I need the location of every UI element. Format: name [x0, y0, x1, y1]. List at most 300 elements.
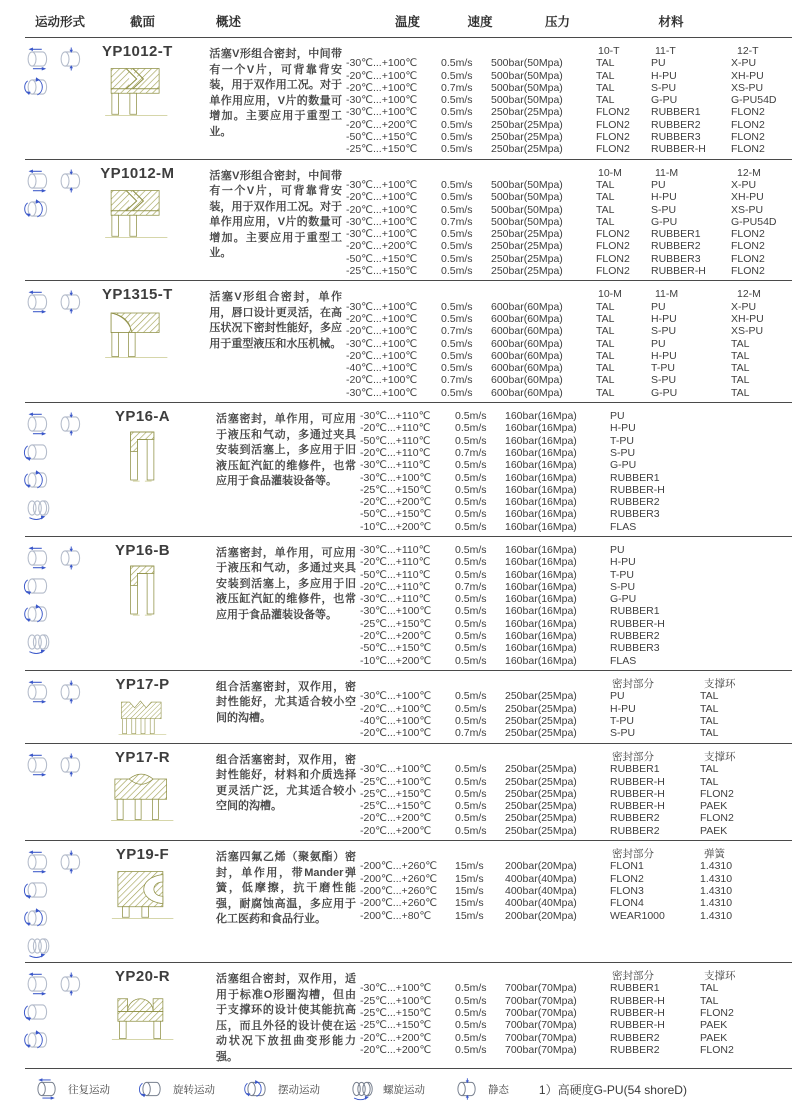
- material-value: T-PU: [610, 434, 634, 447]
- motion-icons: [25, 285, 91, 399]
- product-section: [25, 160, 792, 282]
- pressure-value: 160bar(16Mpa): [505, 410, 577, 423]
- spec-table: [346, 42, 792, 156]
- spec-row: [346, 362, 792, 374]
- product-description: 活塞V形组合密封，中间带有一个V片，可背靠背安装，用于双作用工况。对于单作用应用，V片的数量可增加。主要应用于重型工业。: [209, 169, 342, 260]
- spec-row: [346, 338, 792, 350]
- speed-value: 0.5m/s: [455, 824, 487, 837]
- temperature-value: -200℃...+260℃: [360, 860, 438, 873]
- temperature-value: -20℃...+100℃: [360, 702, 432, 715]
- material-value: RUBBER3: [610, 642, 660, 655]
- material-value: RUBBER1: [651, 228, 701, 241]
- spiral-motion-icon: [350, 1078, 378, 1100]
- spec-row: [360, 508, 792, 520]
- table-header: [25, 12, 792, 38]
- pressure-value: 700bar(70Mpa): [505, 1043, 577, 1056]
- spec-row: [360, 703, 792, 715]
- col-header-material: 材料: [658, 15, 684, 29]
- material-value: PU: [610, 543, 625, 556]
- motion-icons: [25, 675, 95, 740]
- speed-value: 0.5m/s: [441, 240, 473, 253]
- reciprocating-motion-icon: [25, 169, 58, 194]
- spiral-motion-icon: [25, 496, 87, 521]
- material-value: H-PU: [610, 556, 636, 569]
- temperature-value: -10℃...+200℃: [360, 654, 432, 667]
- pressure-value: 160bar(16Mpa): [505, 520, 577, 533]
- legend-item-rotary: [140, 1078, 215, 1100]
- speed-value: 0.5m/s: [455, 982, 487, 995]
- material-value: PU: [610, 690, 625, 703]
- material-value: FLON2: [596, 106, 630, 119]
- speed-value: 0.5m/s: [441, 386, 473, 399]
- speed-value: 0.5m/s: [455, 1031, 487, 1044]
- material-value: TAL: [700, 982, 719, 995]
- pressure-value: 600bar(60Mpa): [491, 300, 563, 313]
- temperature-value: -30℃...+100℃: [360, 605, 432, 618]
- material-value: TAL: [700, 690, 719, 703]
- speed-value: 0.5m/s: [441, 131, 473, 144]
- material-value: RUBBER2: [610, 496, 660, 509]
- pressure-value: 250bar(25Mpa): [491, 106, 563, 119]
- speed-value: 0.7m/s: [441, 325, 473, 338]
- swing-motion-icon: [25, 1028, 87, 1053]
- cross-section-drawing: [95, 864, 190, 924]
- spec-row: [346, 265, 792, 277]
- spec-row: [346, 253, 792, 265]
- temperature-value: -30℃...+100℃: [360, 690, 432, 703]
- pressure-value: 700bar(70Mpa): [505, 994, 577, 1007]
- cross-section-drawing: [95, 694, 190, 740]
- temperature-value: -50℃...+150℃: [360, 642, 432, 655]
- spec-row: [346, 191, 792, 203]
- pressure-value: 250bar(25Mpa): [491, 252, 563, 265]
- pressure-value: 160bar(16Mpa): [505, 508, 577, 521]
- material-value: TAL: [596, 362, 615, 375]
- pressure-value: 600bar(60Mpa): [491, 374, 563, 387]
- temperature-value: -30℃...+100℃: [360, 471, 432, 484]
- spec-row: [360, 618, 792, 630]
- temperature-value: -20℃...+100℃: [360, 727, 432, 740]
- speed-value: 0.5m/s: [455, 812, 487, 825]
- temperature-value: -50℃...+150℃: [360, 508, 432, 521]
- material-value: TAL: [731, 362, 750, 375]
- motion-icons: [25, 164, 91, 278]
- cross-section-drawing: [95, 986, 190, 1046]
- spec-row: [346, 94, 792, 106]
- speed-value: 15m/s: [455, 909, 484, 922]
- material-value: TAL: [596, 81, 615, 94]
- speed-value: 0.7m/s: [455, 446, 487, 459]
- spec-row: [360, 556, 792, 568]
- spec-row: [360, 605, 792, 617]
- spec-row: [346, 325, 792, 337]
- temperature-value: -25℃...+150℃: [360, 617, 432, 630]
- legend-item-static: [455, 1078, 509, 1100]
- temperature-value: -50℃...+110℃: [360, 434, 431, 447]
- speed-value: 0.5m/s: [455, 410, 487, 423]
- pressure-value: 700bar(70Mpa): [505, 1031, 577, 1044]
- pressure-value: 160bar(16Mpa): [505, 459, 577, 472]
- rotary-motion-icon: [25, 574, 87, 599]
- reciprocating-motion-icon: [25, 546, 58, 571]
- material-value: PAEK: [700, 1031, 728, 1044]
- motion-icons: [25, 845, 95, 959]
- material-value: H-PU: [651, 312, 677, 325]
- spec-row: [346, 119, 792, 131]
- material-value: FLON2: [596, 228, 630, 241]
- spec-row: [360, 982, 792, 994]
- material-value: 1.4310: [700, 897, 733, 910]
- legend-label: 静态: [487, 1083, 509, 1096]
- material-columns-header: 密封部分 弹簧: [612, 848, 725, 861]
- temperature-value: -30℃...+110℃: [360, 543, 431, 556]
- material-value: TAL: [731, 386, 750, 399]
- spec-row: [346, 301, 792, 313]
- motion-icons: [25, 967, 95, 1065]
- speed-value: 0.5m/s: [455, 654, 487, 667]
- product-section: [25, 537, 792, 671]
- spec-row: [346, 143, 792, 155]
- material-value: X-PU: [731, 57, 757, 70]
- col-header-motion-type: 运动形式: [34, 15, 85, 29]
- speed-value: 0.5m/s: [455, 1006, 487, 1019]
- material-value: TAL: [700, 727, 719, 740]
- temperature-value: -20℃...+100℃: [346, 191, 418, 204]
- temperature-value: -25℃...+100℃: [360, 994, 432, 1007]
- cross-section-cell: [95, 967, 190, 1065]
- speed-value: 0.7m/s: [441, 215, 473, 228]
- reciprocating-motion-icon: [25, 680, 58, 705]
- speed-value: 0.5m/s: [455, 714, 487, 727]
- spec-row: [360, 1019, 792, 1031]
- speed-value: 0.5m/s: [441, 300, 473, 313]
- spec-row: [346, 131, 792, 143]
- reciprocating-motion-icon: [25, 47, 58, 72]
- material-value: RUBBER2: [610, 1043, 660, 1056]
- pressure-value: 250bar(25Mpa): [491, 118, 563, 131]
- spiral-motion-icon: [25, 630, 87, 655]
- cross-section-drawing: [95, 426, 190, 486]
- material-value: TAL: [596, 178, 615, 191]
- col-header-overview: 概述: [216, 15, 242, 29]
- temperature-value: -30℃...+100℃: [360, 763, 432, 776]
- spec-row: [346, 57, 792, 69]
- spec-row: [346, 82, 792, 94]
- material-value: PU: [651, 178, 666, 191]
- reciprocating-motion-icon: [25, 972, 58, 997]
- material-value: FLON1: [610, 860, 644, 873]
- material-value: H-PU: [651, 349, 677, 362]
- temperature-value: -25℃...+150℃: [346, 265, 418, 278]
- cross-section-drawing: [95, 767, 190, 827]
- material-value: TAL: [596, 215, 615, 228]
- spec-row: [346, 106, 792, 118]
- product-code: YP17-R: [115, 748, 170, 766]
- cross-section-drawing: [91, 304, 183, 364]
- spec-row: [360, 910, 792, 922]
- material-value: H-PU: [651, 191, 677, 204]
- speed-value: 15m/s: [455, 884, 484, 897]
- spec-table: [360, 541, 792, 667]
- material-value: RUBBER2: [651, 240, 701, 253]
- cross-section-drawing: [91, 183, 183, 243]
- cross-section-cell: [95, 845, 190, 959]
- spec-row: [360, 860, 792, 872]
- material-columns-header: 密封部分 支撑环: [612, 750, 736, 763]
- cross-section-cell: [91, 285, 183, 399]
- temperature-value: -20℃...+100℃: [346, 374, 418, 387]
- cross-section-cell: [91, 164, 183, 278]
- temperature-value: -30℃...+100℃: [346, 106, 418, 119]
- material-value: FLON2: [700, 812, 734, 825]
- temperature-value: -25℃...+150℃: [360, 800, 432, 813]
- static-motion-icon: [58, 290, 91, 315]
- material-value: FLON3: [610, 884, 644, 897]
- temperature-value: -20℃...+110℃: [360, 556, 431, 569]
- pressure-value: 250bar(25Mpa): [505, 727, 577, 740]
- material-value: RUBBER1: [651, 106, 701, 119]
- pressure-value: 500bar(50Mpa): [491, 94, 563, 107]
- speed-value: 0.5m/s: [455, 800, 487, 813]
- temperature-value: -30℃...+110℃: [360, 593, 431, 606]
- material-value: WEAR1000: [610, 909, 665, 922]
- material-value: T-PU: [610, 714, 634, 727]
- material-value: XH-PU: [731, 69, 764, 82]
- material-value: RUBBER-H: [610, 775, 665, 788]
- material-value: TAL: [596, 191, 615, 204]
- product-section: [25, 841, 792, 963]
- spec-row: [346, 204, 792, 216]
- speed-value: 0.5m/s: [455, 543, 487, 556]
- product-code: YP1315-T: [101, 286, 173, 304]
- speed-value: 0.5m/s: [441, 252, 473, 265]
- pressure-value: 400bar(40Mpa): [505, 884, 577, 897]
- speed-value: 0.5m/s: [441, 106, 473, 119]
- temperature-value: -25℃...+150℃: [360, 787, 432, 800]
- cross-section-drawing: [95, 560, 190, 620]
- temperature-value: -25℃...+100℃: [360, 775, 432, 788]
- motion-icons: [25, 748, 95, 837]
- reciprocating-motion-icon: [25, 290, 58, 315]
- material-value: PAEK: [700, 824, 728, 837]
- speed-value: 0.5m/s: [441, 203, 473, 216]
- material-value: RUBBER1: [610, 763, 660, 776]
- legend-item-reciprocating: [35, 1078, 110, 1100]
- pressure-value: 500bar(50Mpa): [491, 191, 563, 204]
- material-value: TAL: [596, 349, 615, 362]
- speed-value: 0.5m/s: [455, 690, 487, 703]
- material-value: TAL: [596, 386, 615, 399]
- product-description: 组合活塞密封，双作用，密封性能好，材料和介质选择更灵活广泛，尤其适合较小空间的沟槽。: [216, 753, 356, 813]
- material-value: TAL: [700, 702, 719, 715]
- material-value: X-PU: [731, 300, 757, 313]
- material-value: TAL: [596, 337, 615, 350]
- pressure-value: 200bar(20Mpa): [505, 860, 577, 873]
- legend-label: 摆动运动: [277, 1083, 320, 1096]
- temperature-value: -20℃...+100℃: [346, 325, 418, 338]
- speed-value: 0.5m/s: [455, 508, 487, 521]
- temperature-value: -200℃...+260℃: [360, 884, 438, 897]
- temperature-value: -30℃...+100℃: [346, 94, 418, 107]
- temperature-value: -40℃...+100℃: [346, 362, 418, 375]
- material-value: S-PU: [610, 446, 636, 459]
- pressure-value: 160bar(16Mpa): [505, 580, 577, 593]
- speed-value: 0.5m/s: [455, 994, 487, 1007]
- speed-value: 0.5m/s: [455, 787, 487, 800]
- pressure-value: 250bar(25Mpa): [505, 775, 577, 788]
- legend-item-swing: [245, 1078, 320, 1100]
- product-code: YP1012-M: [100, 164, 175, 182]
- spec-table: [346, 164, 792, 278]
- material-value: T-PU: [610, 568, 634, 581]
- spec-row: [360, 422, 792, 434]
- temperature-value: -20℃...+200℃: [360, 496, 432, 509]
- pressure-value: 160bar(16Mpa): [505, 654, 577, 667]
- rotary-motion-icon: [25, 878, 87, 903]
- static-motion-icon: [58, 850, 91, 875]
- spec-row: [360, 995, 792, 1007]
- pressure-value: 160bar(16Mpa): [505, 568, 577, 581]
- spec-row: [360, 1044, 792, 1056]
- pressure-value: 600bar(60Mpa): [491, 337, 563, 350]
- material-value: FLON2: [700, 787, 734, 800]
- material-value: RUBBER2: [610, 824, 660, 837]
- speed-value: 0.5m/s: [455, 422, 487, 435]
- spec-row: [360, 521, 792, 533]
- material-value: TAL: [731, 337, 750, 350]
- spec-row: [360, 800, 792, 812]
- speed-value: 0.5m/s: [455, 763, 487, 776]
- spec-row: [360, 812, 792, 824]
- material-value: XS-PU: [731, 81, 764, 94]
- material-value: TAL: [596, 69, 615, 82]
- material-value: FLON2: [596, 265, 630, 278]
- swing-motion-icon: [25, 468, 87, 493]
- material-value: 1.4310: [700, 860, 733, 873]
- material-value: G-PU54D: [731, 94, 777, 107]
- spec-row: [346, 240, 792, 252]
- speed-value: 0.5m/s: [441, 337, 473, 350]
- motion-icons: [25, 42, 91, 156]
- temperature-value: -20℃...+200℃: [360, 1043, 432, 1056]
- pressure-value: 250bar(25Mpa): [505, 714, 577, 727]
- product-code: YP19-F: [115, 846, 170, 864]
- pressure-value: 500bar(50Mpa): [491, 203, 563, 216]
- material-value: RUBBER-H: [610, 800, 665, 813]
- pressure-value: 600bar(60Mpa): [491, 325, 563, 338]
- material-value: RUBBER3: [651, 131, 701, 144]
- spec-table: [360, 675, 792, 740]
- cross-section-cell: [95, 541, 190, 667]
- material-value: S-PU: [651, 203, 677, 216]
- pressure-value: 250bar(25Mpa): [505, 702, 577, 715]
- material-value: FLON2: [596, 252, 630, 265]
- speed-value: 0.5m/s: [455, 1043, 487, 1056]
- spec-row: [360, 472, 792, 484]
- pressure-value: 500bar(50Mpa): [491, 57, 563, 70]
- spec-row: [360, 447, 792, 459]
- speed-value: 0.5m/s: [455, 568, 487, 581]
- temperature-value: -30℃...+100℃: [346, 337, 418, 350]
- speed-value: 0.5m/s: [455, 556, 487, 569]
- material-value: RUBBER1: [610, 605, 660, 618]
- reciprocating-motion-icon: [25, 412, 58, 437]
- footnote: 1）高硬度G-PU(54 shoreD): [538, 1082, 687, 1097]
- spec-row: [360, 496, 792, 508]
- spec-row: [346, 374, 792, 386]
- material-value: FLON2: [731, 252, 765, 265]
- temperature-value: -25℃...+150℃: [360, 1006, 432, 1019]
- material-value: FLON2: [610, 872, 644, 885]
- temperature-value: -20℃...+100℃: [346, 203, 418, 216]
- product-section: [25, 671, 792, 744]
- material-value: TAL: [700, 714, 719, 727]
- material-value: FLON2: [731, 228, 765, 241]
- pressure-value: 200bar(20Mpa): [505, 909, 577, 922]
- material-value: PAEK: [700, 1019, 728, 1032]
- product-code: YP1012-T: [101, 43, 173, 60]
- product-sections: [25, 38, 792, 1069]
- speed-value: 0.5m/s: [441, 57, 473, 70]
- speed-value: 0.5m/s: [441, 69, 473, 82]
- pressure-value: 250bar(25Mpa): [505, 824, 577, 837]
- spec-row: [360, 776, 792, 788]
- material-columns-header: 10-M 11-M 12-M: [598, 288, 761, 301]
- spec-table: [360, 967, 792, 1065]
- material-value: FLON4: [610, 897, 644, 910]
- temperature-value: -30℃...+100℃: [360, 982, 432, 995]
- spec-row: [360, 655, 792, 667]
- speed-value: 0.5m/s: [455, 630, 487, 643]
- speed-value: 0.5m/s: [455, 483, 487, 496]
- temperature-value: -20℃...+200℃: [360, 1031, 432, 1044]
- material-value: S-PU: [651, 374, 677, 387]
- material-value: FLON2: [731, 118, 765, 131]
- pressure-value: 700bar(70Mpa): [505, 1006, 577, 1019]
- pressure-value: 600bar(60Mpa): [491, 312, 563, 325]
- temperature-value: -25℃...+150℃: [360, 1019, 432, 1032]
- pressure-value: 500bar(50Mpa): [491, 178, 563, 191]
- material-value: G-PU: [651, 215, 678, 228]
- material-value: 1.4310: [700, 872, 733, 885]
- product-description: 活塞密封，单作用，可应用于液压和气动，多通过夹具安装到活塞上，多应用于旧液压缸汽缸的维修件，也常应用于食品灌装设备等。: [216, 413, 356, 488]
- material-value: XS-PU: [731, 325, 764, 338]
- temperature-value: -30℃...+100℃: [346, 215, 418, 228]
- speed-value: 15m/s: [455, 860, 484, 873]
- temperature-value: -20℃...+200℃: [346, 240, 418, 253]
- temperature-value: -30℃...+100℃: [346, 57, 418, 70]
- spec-row: [360, 825, 792, 837]
- material-value: 1.4310: [700, 884, 733, 897]
- static-motion-icon: [58, 412, 91, 437]
- pressure-value: 600bar(60Mpa): [491, 349, 563, 362]
- material-value: PU: [651, 57, 666, 70]
- swing-motion-icon: [25, 197, 87, 222]
- legend-label: 往复运动: [68, 1083, 110, 1096]
- pressure-value: 160bar(16Mpa): [505, 543, 577, 556]
- product-description: 活塞四氟乙烯（聚氨酯）密封，单作用，带Mander弹簧，低摩擦，抗干磨性能强，耐腐蚀高温，多应用于化工医药和食品行业。: [216, 851, 356, 926]
- material-value: 1.4310: [700, 909, 733, 922]
- material-value: RUBBER3: [651, 252, 701, 265]
- rotary-motion-icon: [25, 1000, 87, 1025]
- material-value: XS-PU: [731, 203, 764, 216]
- material-value: TAL: [596, 300, 615, 313]
- temperature-value: -20℃...+110℃: [360, 422, 431, 435]
- spec-row: [346, 179, 792, 191]
- spec-table: [360, 845, 792, 959]
- spec-row: [360, 690, 792, 702]
- speed-value: 15m/s: [455, 897, 484, 910]
